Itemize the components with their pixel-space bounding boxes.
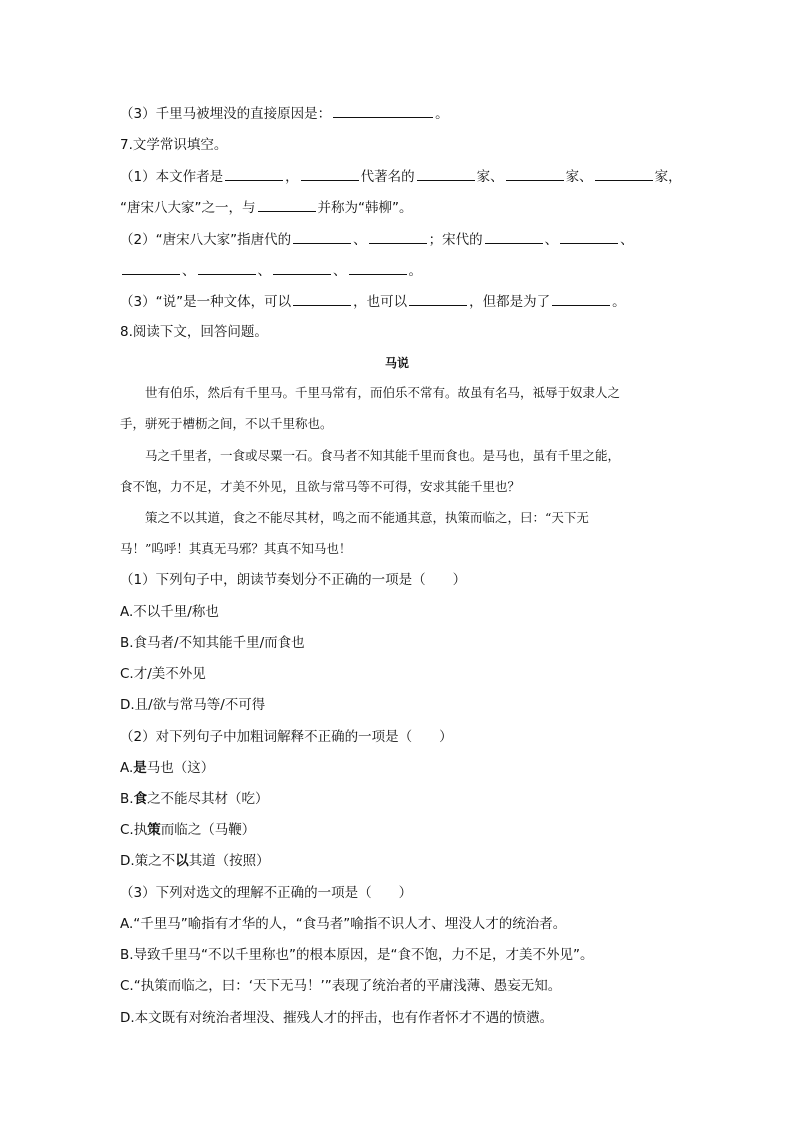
answer-blank[interactable] xyxy=(273,260,331,275)
q7-p2-text-g: 、 xyxy=(257,263,271,279)
bold-word: 以 xyxy=(175,853,189,869)
passage-para3-line2: 马！”呜呼！其真无马邪？其真不知马也！ xyxy=(120,541,352,556)
q8-sub3-option-b[interactable]: B.导致千里马“不以千里称也”的根本原因，是“食不饱，力不足，才美不外见”。 xyxy=(120,947,594,963)
passage-title: 马说 xyxy=(384,356,409,370)
q6-sub3-end: 。 xyxy=(435,106,449,122)
q8-sub1-option-c[interactable]: C.才/美不外见 xyxy=(120,666,206,682)
answer-blank[interactable] xyxy=(417,166,475,181)
q8-sub2-option-a[interactable] xyxy=(120,758,680,778)
answer-blank[interactable] xyxy=(485,229,543,244)
q7-p2-text-d: 、 xyxy=(544,232,559,248)
answer-blank[interactable] xyxy=(293,229,351,244)
q7-p1-text-c: 代著名的 xyxy=(360,169,415,185)
answer-blank[interactable] xyxy=(560,229,618,244)
option-text: A. xyxy=(120,760,134,776)
q7-title: 7.文学常识填空。 xyxy=(120,137,228,153)
q7-part1-line1 xyxy=(120,166,680,187)
passage-para2-line1: 马之千里者，一食或尽粟一石。食马者不知其能千里而食也。是马也，虽有千里之能， xyxy=(145,448,621,463)
q7-p3-text-c: ，但都是为了 xyxy=(469,294,551,310)
q7-part2-line1 xyxy=(120,229,680,250)
q8-sub1-question: （1）下列句子中，朗读节奏划分不正确的一项是（ ） xyxy=(120,572,467,588)
answer-blank[interactable] xyxy=(258,197,316,212)
option-text: 马也（这） xyxy=(146,760,215,776)
answer-blank[interactable] xyxy=(333,103,433,118)
bold-word: 策 xyxy=(147,822,161,838)
q7-p3-text-d: 。 xyxy=(612,294,626,310)
q7-p2-text-e: 、 xyxy=(620,232,634,248)
passage-para1-line1: 世有伯乐，然后有千里马。千里马常有，而伯乐不常有。故虽有名马，祗辱于奴隶人之 xyxy=(145,385,621,400)
q7-part3 xyxy=(120,291,680,312)
q8-sub2-question: （2）对下列句子中加粗词解释不正确的一项是（ ） xyxy=(120,729,453,745)
option-text: D.策之不 xyxy=(120,853,176,869)
q7-p2-text-f: 、 xyxy=(182,263,196,279)
q7-part1-line2 xyxy=(120,197,680,218)
q8-sub1-option-a[interactable]: A.不以千里/称也 xyxy=(120,604,219,620)
answer-blank[interactable] xyxy=(225,166,283,181)
answer-blank[interactable] xyxy=(369,229,427,244)
q7-p2-text-c: ；宋代的 xyxy=(428,232,483,248)
q7-p3-text-a: （3）“说”是一种文体，可以 xyxy=(120,294,292,310)
answer-blank[interactable] xyxy=(349,260,407,275)
q7-p1-text-h: 并称为“韩柳”。 xyxy=(317,200,413,216)
q8-sub3-question: （3）下列对选文的理解不正确的一项是（ ） xyxy=(120,885,413,901)
answer-blank[interactable] xyxy=(122,260,180,275)
q7-p1-text-d: 家、 xyxy=(476,169,504,185)
bold-word: 是 xyxy=(133,760,147,776)
q7-p3-text-b: ，也可以 xyxy=(353,294,408,310)
q8-sub1-option-b[interactable]: B.食马者/不知其能千里/而食也 xyxy=(120,635,305,651)
option-text: B. xyxy=(120,791,134,807)
option-text: C.执 xyxy=(120,822,148,838)
q8-sub3-option-a[interactable]: A.“千里马”喻指有才华的人，“食马者”喻指不识人才、埋没人才的统治者。 xyxy=(120,916,567,932)
q7-p2-text-h: 、 xyxy=(333,263,347,279)
q7-p2-text-i: 。 xyxy=(408,263,422,279)
q7-p1-text-a: （1）本文作者是 xyxy=(120,169,224,185)
bold-word: 食 xyxy=(133,791,148,807)
q7-p2-text-a: （2）“唐宋八大家”指唐代的 xyxy=(120,232,292,248)
q7-p1-text-e: 家、 xyxy=(565,169,593,185)
answer-blank[interactable] xyxy=(506,166,564,181)
q7-p1-text-g: “唐宋八大家”之一，与 xyxy=(120,200,256,216)
answer-blank[interactable] xyxy=(552,291,610,306)
answer-blank[interactable] xyxy=(198,260,256,275)
q8-sub3-option-d[interactable]: D.本文既有对统治者埋没、摧残人才的抨击，也有作者怀才不遇的愤懑。 xyxy=(120,1010,554,1026)
q6-sub3 xyxy=(120,103,680,124)
q8-title: 8.阅读下文，回答问题。 xyxy=(120,324,268,340)
passage-para3-line1: 策之不以其道，食之不能尽其材，鸣之而不能通其意，执策而临之，曰：“天下无 xyxy=(145,510,589,525)
passage-para2-line2: 食不饱，力不足，才美不外见，且欲与常马等不可得，安求其能千里也？ xyxy=(120,479,521,494)
q7-p1-text-b: ， xyxy=(285,169,299,185)
q7-p1-text-f: 家， xyxy=(654,169,682,185)
passage-para1-line2: 手，骈死于槽枥之间，不以千里称也。 xyxy=(120,416,333,431)
q8-sub2-option-b[interactable] xyxy=(120,789,680,809)
q8-sub2-option-c[interactable] xyxy=(120,820,680,840)
option-text: 其道（按照） xyxy=(188,853,270,869)
q7-part2-line2 xyxy=(120,260,680,281)
answer-blank[interactable] xyxy=(595,166,653,181)
q6-sub3-text: （3）千里马被埋没的直接原因是： xyxy=(120,106,332,122)
q8-sub1-option-d[interactable]: D.且/欲与常马等/不可得 xyxy=(120,697,266,713)
q8-sub2-option-d[interactable] xyxy=(120,851,680,871)
answer-blank[interactable] xyxy=(301,166,359,181)
option-text: 之不能尽其材（吃） xyxy=(147,791,269,807)
q7-p2-text-b: 、 xyxy=(353,232,367,248)
answer-blank[interactable] xyxy=(293,291,351,306)
option-text: 而临之（马鞭） xyxy=(160,822,256,838)
answer-blank[interactable] xyxy=(409,291,467,306)
q8-sub3-option-c[interactable]: C.“执策而临之，曰：‘天下无马！’”表现了统治者的平庸浅薄、愚妄无知。 xyxy=(120,978,562,994)
